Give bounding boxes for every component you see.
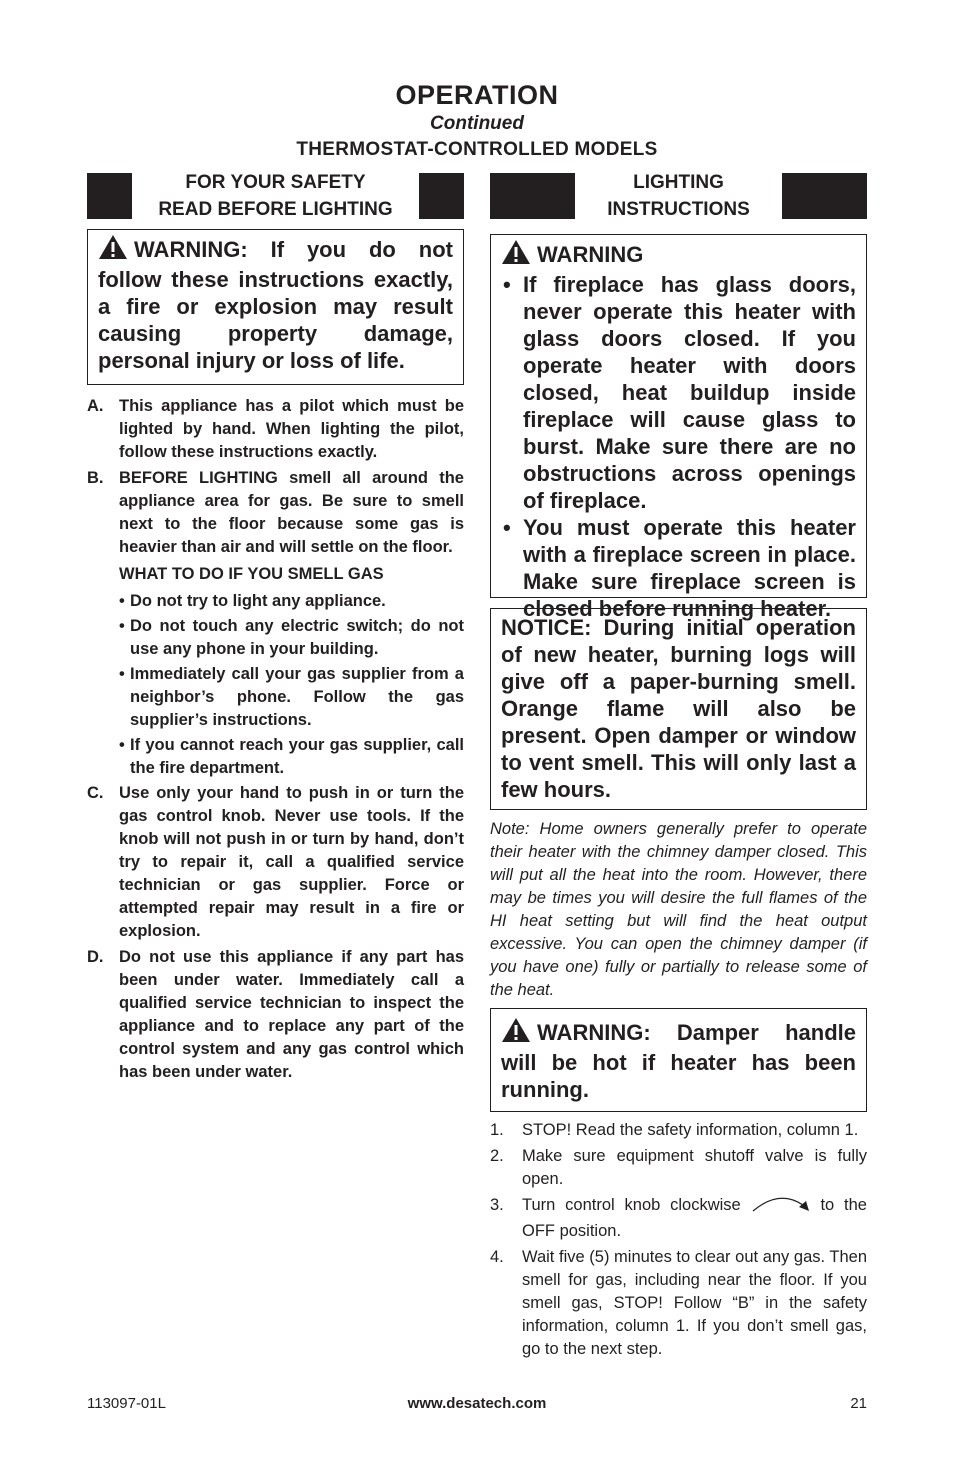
warning-triangle-icon [501, 1017, 531, 1049]
item-text: Use only your hand to push in or turn the gas control knob. Never use tools. If the knob will not push in or turn by hand, don’t try to repair it, call a qualified service technician or gas supplier. Force or attempted repair may result in a fire or explosion. [119, 784, 464, 940]
item-letter: A. [87, 397, 104, 415]
what-to-do-item: • If you cannot reach your gas supplier, call the fire department. [87, 734, 464, 780]
warning-triangle-icon [98, 234, 128, 266]
safety-warning-text: WARNING: If you do not follow these instructions exactly, a fire or explosion may result causing property damage, personal injury or loss of life. [98, 237, 453, 373]
glass-doors-warning-box [490, 234, 867, 621]
what-to-do-item: • Do not touch any electric switch; do not use any phone in your building. [87, 615, 464, 661]
what-to-do-item: • Do not try to light any appliance. [87, 590, 464, 613]
safety-banner [87, 173, 464, 219]
clockwise-arrow-icon [751, 1195, 811, 1220]
list-item [87, 467, 464, 559]
safety-warning-box [87, 229, 464, 385]
step-item [490, 1246, 867, 1361]
step-number: 3. [490, 1196, 504, 1214]
step-text: to the OFF position. [522, 1196, 867, 1240]
page-title: OPERATION [395, 80, 559, 110]
notice-box: NOTICE: During initial operation of new heater, burning logs will give off a paper-burning smell. Orange flame will also be present. Open damper or window to vent smell. This will only last a few hours. [490, 608, 867, 810]
warning-bullet: • If fireplace has glass doors, never operate this heater with glass doors closed. If you operate heater with doors closed, heat buildup inside fireplace will cause glass to burst. Make sure there are no obstructions across openings of fireplace. [501, 271, 856, 514]
damper-note: Note: Home owners generally prefer to operate their heater with the chimney damper closed. This will put all the heat into the room. However, there may be times you will desire the full flames of the HI heat setting but will find the heat output excessive. You can open the chimney damper (if you have one) fully or partially to release some of the heat. [490, 820, 867, 999]
step-text: Wait five (5) minutes to clear out any gas. Then smell for gas, including near the floor. If you smell gas, STOP! Follow “B” in the safety information, column 1. If you don’t smell gas, go to the next step. [522, 1248, 867, 1358]
banner-block-right [419, 173, 464, 219]
item-text: Do not use this appliance if any part has been under water. Immediately call a qualified service technician to inspect the appliance and to replace any part of the control system and any gas control which has been under water. [119, 948, 464, 1081]
section-subtitle: THERMOSTAT-CONTROLLED MODELS [296, 139, 658, 160]
step-item [490, 1145, 867, 1191]
step-number: 2. [490, 1147, 504, 1165]
step-number: 1. [490, 1121, 504, 1139]
warning-triangle-icon [501, 239, 531, 271]
warning-title: WARNING [537, 242, 644, 267]
damper-warning-text: WARNING: Damper handle will be hot if heater has been running. [501, 1020, 856, 1102]
damper-warning-box [490, 1008, 867, 1112]
what-to-do-item: • Immediately call your gas supplier from a neighbor’s phone. Follow the gas supplier’s instructions. [87, 663, 464, 732]
safety-banner-label: FOR YOUR SAFETY READ BEFORE LIGHTING [158, 172, 393, 220]
item-text: BEFORE LIGHTING smell all around the appliance area for gas. Be sure to smell next to the floor because some gas is heavier than air and will settle on the floor. [119, 469, 464, 556]
page-number: 21 [850, 1395, 867, 1412]
step-number: 4. [490, 1248, 504, 1266]
banner-block-left [87, 173, 132, 219]
banner-block-right [782, 173, 867, 219]
item-text: This appliance has a pilot which must be lighted by hand. When lighting the pilot, follow these instructions exactly. [119, 397, 464, 461]
step-item [490, 1119, 867, 1142]
what-to-do-heading: WHAT TO DO IF YOU SMELL GAS [119, 565, 384, 583]
lighting-steps [490, 1119, 867, 1364]
item-letter: D. [87, 948, 104, 966]
list-item [87, 946, 464, 1084]
item-letter: B. [87, 469, 104, 487]
step-text: STOP! Read the safety information, column 1. [522, 1121, 859, 1139]
lighting-banner-label: LIGHTING INSTRUCTIONS [607, 172, 750, 220]
lighting-banner [490, 173, 867, 219]
list-item [87, 782, 464, 943]
website-link[interactable]: www.desatech.com [407, 1395, 547, 1412]
step-item [490, 1194, 867, 1243]
item-letter: C. [87, 784, 104, 802]
step-text: Make sure equipment shutoff valve is fully open. [522, 1147, 867, 1188]
doc-number: 113097-01L [87, 1395, 166, 1412]
safety-list [87, 395, 464, 1087]
banner-block-left [490, 173, 575, 219]
list-item [87, 395, 464, 464]
step-text: Turn control knob clockwise [522, 1196, 741, 1214]
continued-label: Continued [430, 113, 524, 134]
warning-bullet: • You must operate this heater with a fireplace screen in place. Make sure fireplace screen is closed before running heater. [501, 514, 856, 622]
